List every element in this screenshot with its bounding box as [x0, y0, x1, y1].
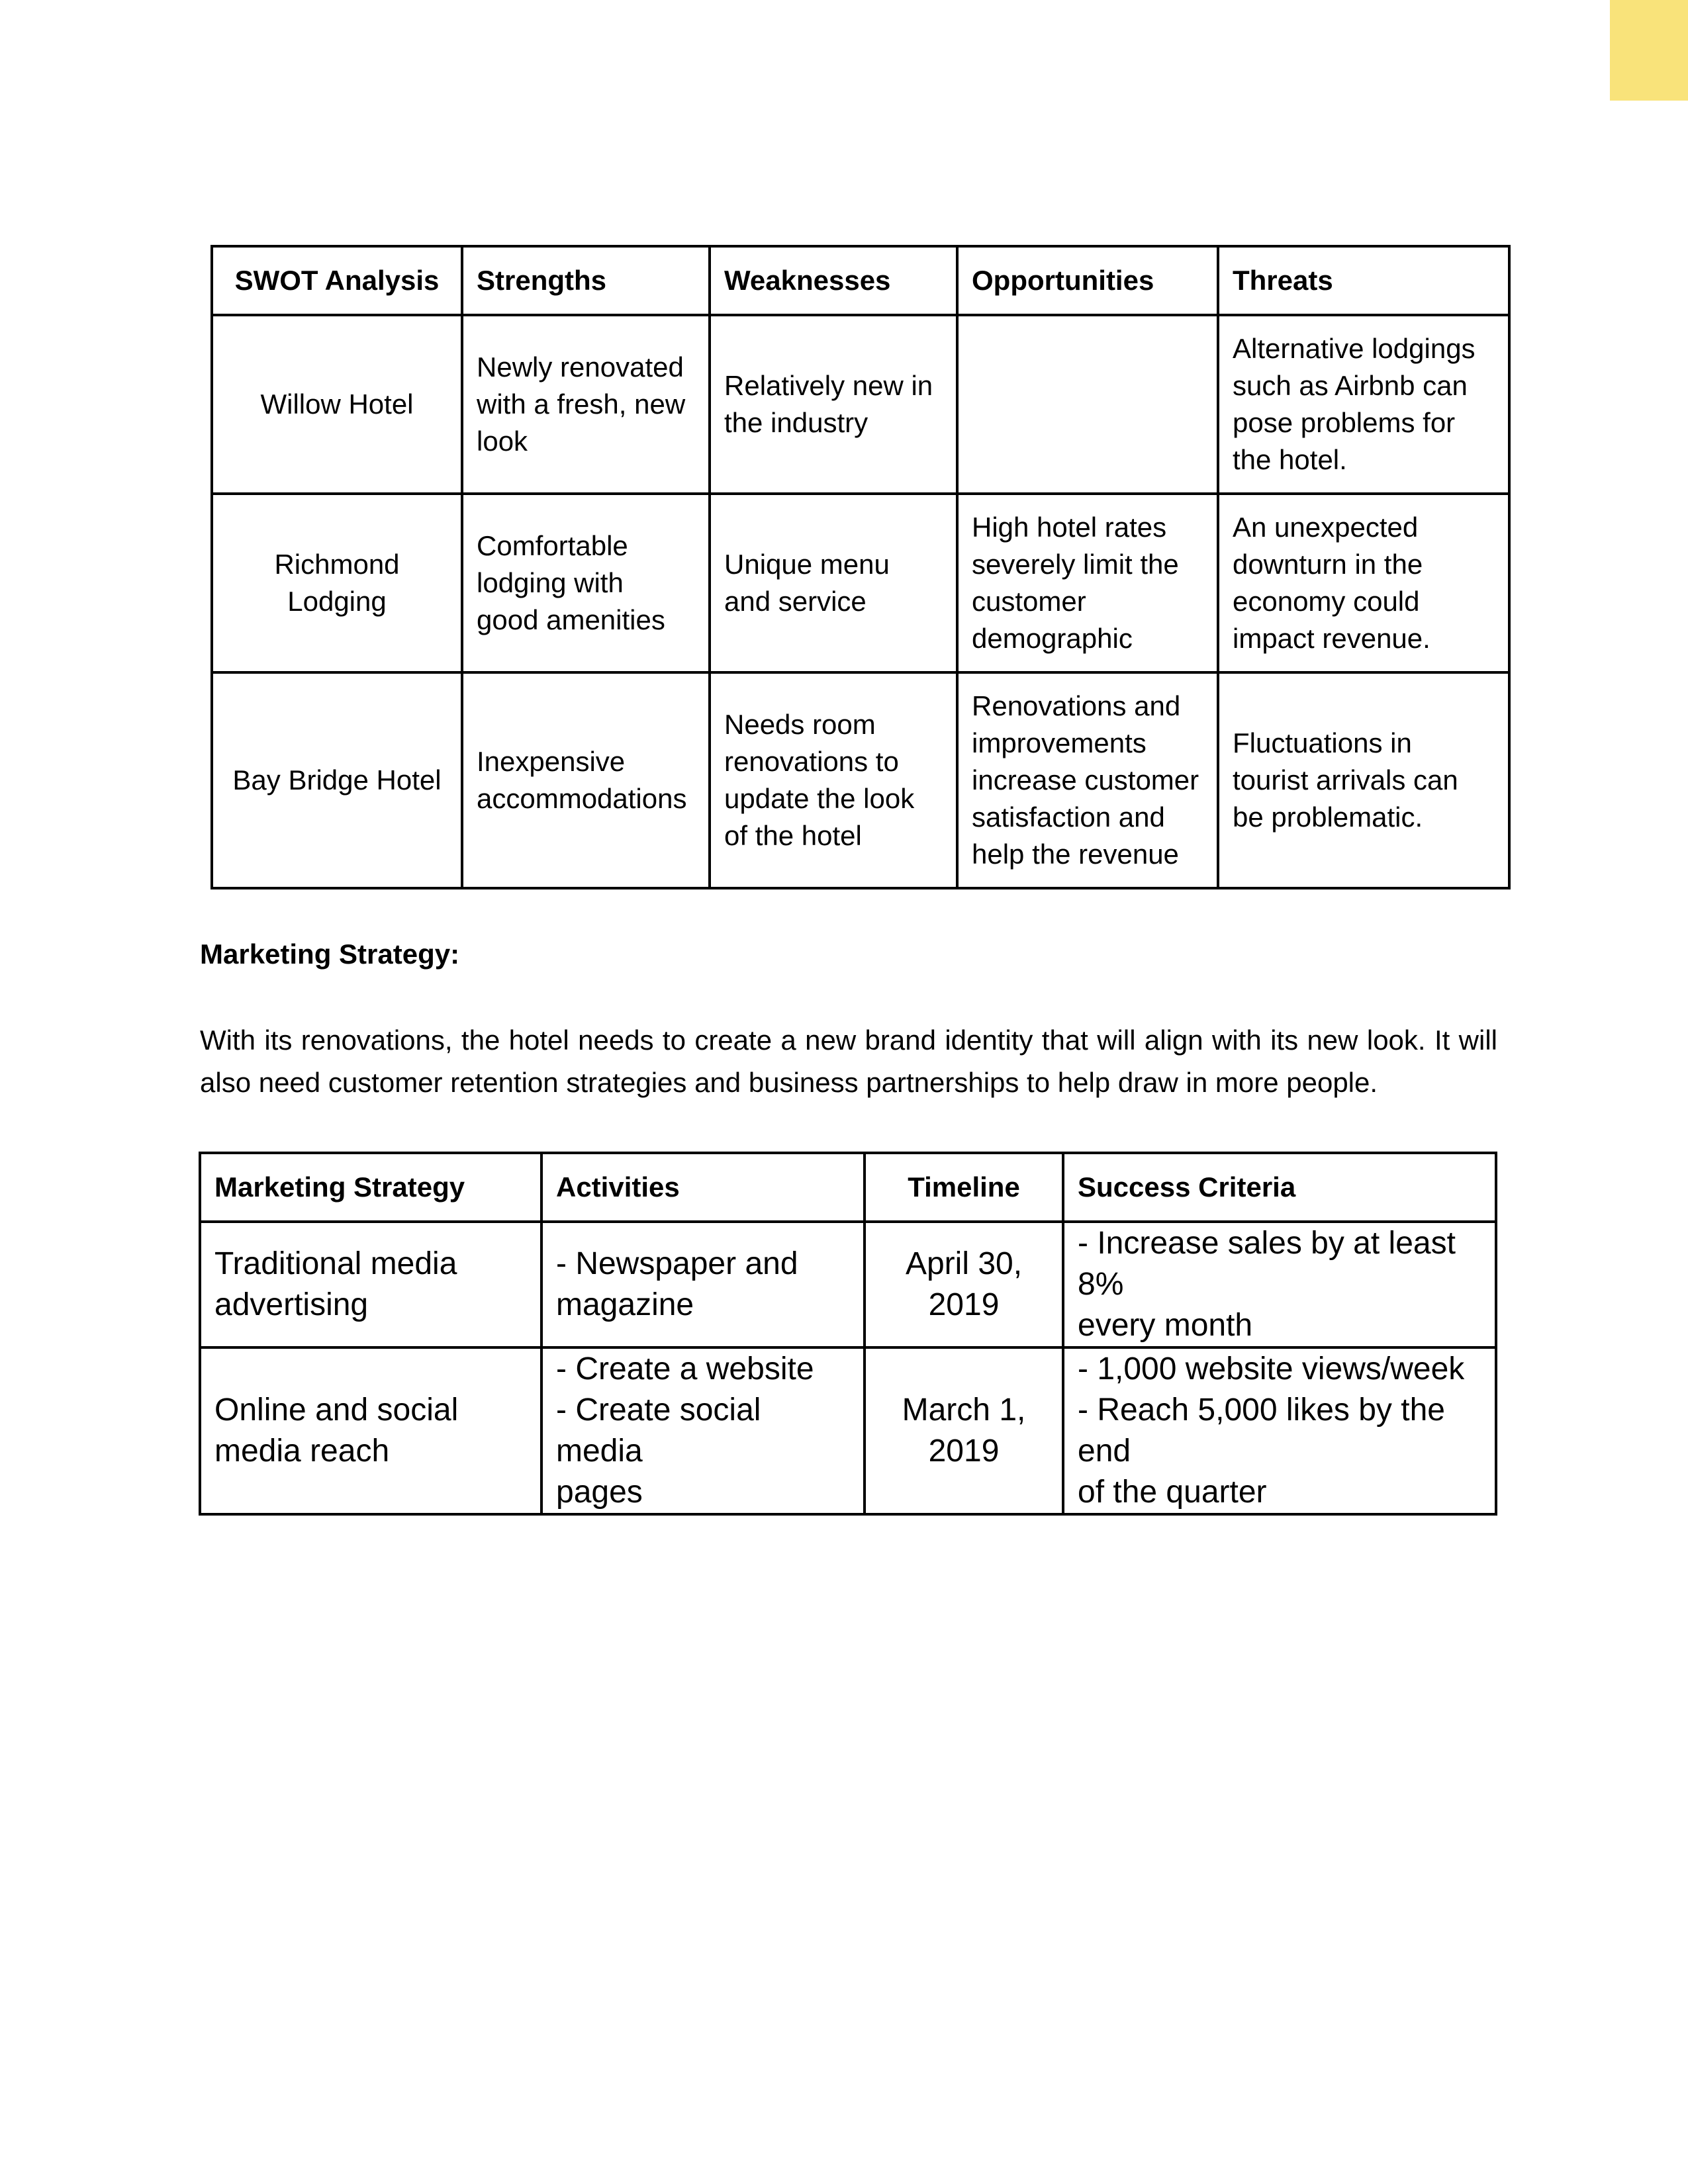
swot-row — [212, 672, 1509, 888]
swot-strengths-cell: Newly renovated with a fresh, new look — [462, 315, 710, 494]
swot-strengths-cell: Inexpensive accommodations — [462, 672, 710, 888]
swot-weaknesses-cell: Unique menu and service — [710, 494, 957, 672]
marketing-row — [200, 1222, 1496, 1347]
marketing-header-cell: Timeline — [865, 1153, 1063, 1222]
marketing-strategy-cell: Online and social media reach — [200, 1347, 541, 1514]
swot-opportunities-cell: Renovations and improvements increase customer satisfaction and help the revenue — [957, 672, 1218, 888]
swot-hotel-name: Richmond Lodging — [212, 494, 462, 672]
marketing-header-cell: Marketing Strategy — [200, 1153, 541, 1222]
swot-threats-cell: Fluctuations in tourist arrivals can be problematic. — [1218, 672, 1509, 888]
swot-hotel-name: Willow Hotel — [212, 315, 462, 494]
marketing-row — [200, 1347, 1496, 1514]
marketing-header-row — [200, 1153, 1496, 1222]
swot-opportunities-cell: High hotel rates severely limit the customer demographic — [957, 494, 1218, 672]
swot-threats-cell: Alternative lodgings such as Airbnb can pose problems for the hotel. — [1218, 315, 1509, 494]
swot-weaknesses-cell: Needs room renovations to update the look of the hotel — [710, 672, 957, 888]
marketing-activities-cell: - Newspaper and magazine — [541, 1222, 865, 1347]
swot-header-cell: Opportunities — [957, 246, 1218, 315]
swot-header-row — [212, 246, 1509, 315]
marketing-strategy-table — [199, 1152, 1497, 1516]
corner-accent-tab — [1610, 0, 1688, 101]
swot-header-cell: SWOT Analysis — [212, 246, 462, 315]
swot-header-cell: Threats — [1218, 246, 1509, 315]
marketing-activities-cell: - Create a website - Create social media pages — [541, 1347, 865, 1514]
swot-hotel-name: Bay Bridge Hotel — [212, 672, 462, 888]
swot-strengths-cell: Comfortable lodging with good amenities — [462, 494, 710, 672]
marketing-strategy-heading: Marketing Strategy: — [200, 938, 460, 970]
marketing-timeline-cell: March 1, 2019 — [865, 1347, 1063, 1514]
swot-threats-cell: An unexpected downturn in the economy could impact revenue. — [1218, 494, 1509, 672]
marketing-strategy-paragraph: With its renovations, the hotel needs to create a new brand identity that will align with its new look. It will also need customer retention strategies and business partnerships to help draw in more people. — [200, 1024, 1497, 1098]
swot-header-cell: Strengths — [462, 246, 710, 315]
marketing-criteria-cell: - 1,000 website views/week - Reach 5,000 likes by the end of the quarter — [1063, 1347, 1496, 1514]
swot-row — [212, 494, 1509, 672]
marketing-criteria-cell: - Increase sales by at least 8% every month — [1063, 1222, 1496, 1347]
marketing-strategy-cell: Traditional media advertising — [200, 1222, 541, 1347]
swot-row — [212, 315, 1509, 494]
marketing-header-cell: Success Criteria — [1063, 1153, 1496, 1222]
swot-table — [211, 245, 1511, 889]
swot-weaknesses-cell: Relatively new in the industry — [710, 315, 957, 494]
marketing-header-cell: Activities — [541, 1153, 865, 1222]
swot-header-cell: Weaknesses — [710, 246, 957, 315]
marketing-timeline-cell: April 30, 2019 — [865, 1222, 1063, 1347]
swot-opportunities-cell — [957, 315, 1218, 494]
